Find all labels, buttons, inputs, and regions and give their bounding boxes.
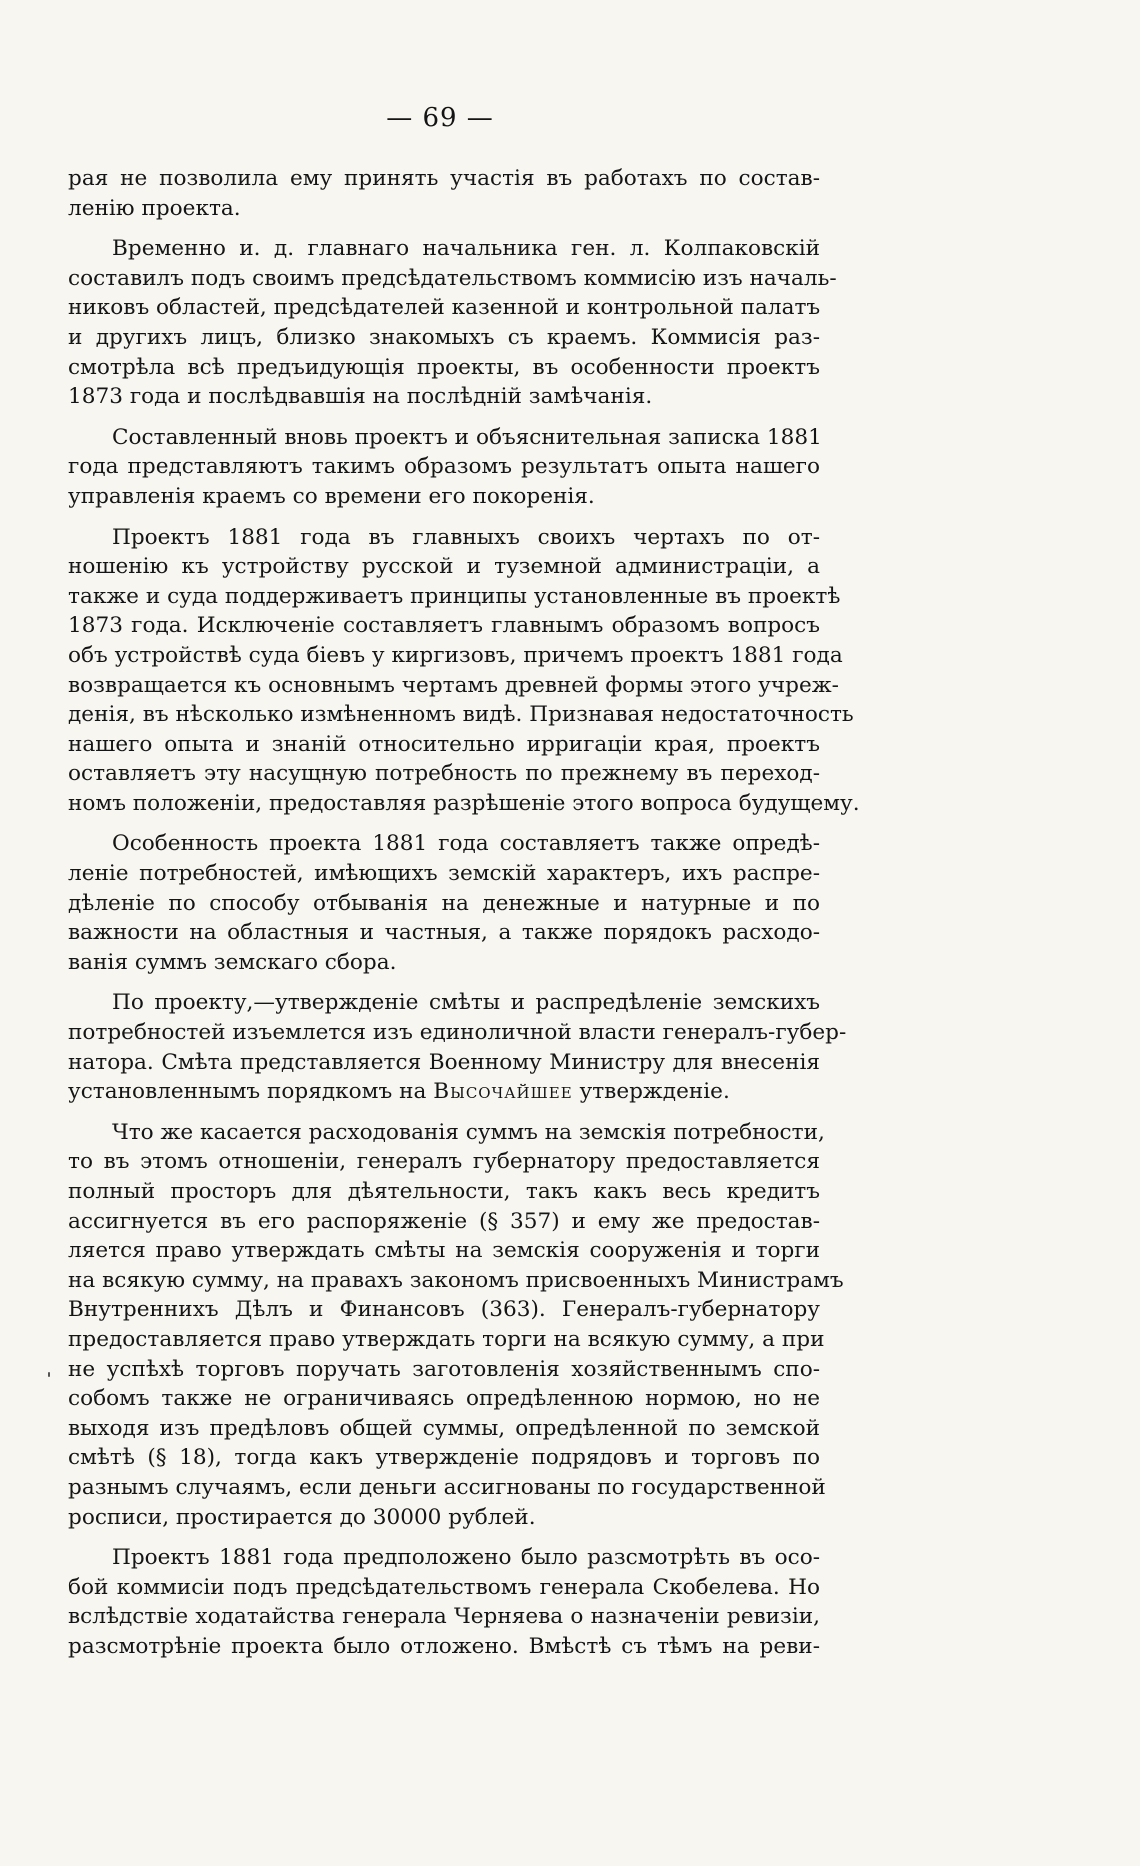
text-line: объ устройствѣ суда біевъ у киргизовъ, причемъ проектъ 1881 года [68, 642, 843, 668]
text-line: также и суда поддерживаетъ принципы установленные въ проектѣ [68, 583, 841, 609]
text-line: Составленный вновь проектъ и объяснительная записка 1881 [112, 424, 822, 450]
text-line: возвращается къ основнымъ чертамъ древней формы этого учреж- [68, 672, 839, 698]
text-fragment: установленнымъ порядкомъ на [68, 1079, 434, 1105]
text-line: составилъ подъ своимъ предсѣдательствомъ коммисію изъ началь- [68, 265, 837, 291]
text-line: 1873 года и послѣдвавшія на послѣдній замѣчанія. [68, 384, 653, 410]
text-line: ассигнуется въ его распоряженіе (§ 357) и ему же предостав- [68, 1208, 820, 1234]
text-line: предоставляется право утверждать торги на всякую сумму, а при [68, 1326, 825, 1352]
text-line: смотрѣла всѣ предъидующія проекты, въ особенности проектъ [68, 354, 820, 380]
text-line: 1873 года. Исключеніе составляетъ главнымъ образомъ вопросъ [68, 613, 820, 639]
text-line: Временно и. д. главнаго начальника ген. л. Колпаковскій [112, 236, 820, 262]
paragraph [68, 829, 820, 977]
ink-speck [48, 1372, 50, 1377]
text-line: денія, въ нѣсколько измѣненномъ видѣ. Признавая недостаточность [68, 702, 854, 728]
text-line: важности на областныя и частныя, а также порядокъ расходо- [68, 920, 820, 946]
text-line: нашего опыта и знаній относительно ирригаціи края, проектъ [68, 731, 820, 757]
text-line: полный просторъ для дѣятельности, такъ какъ весь кредитъ [68, 1179, 820, 1204]
text-line: смѣтѣ (§ 18), тогда какъ утвержденіе подрядовъ и торговъ по [68, 1445, 820, 1471]
paragraph [68, 164, 820, 223]
text-line: ношенію къ устройству русской и туземной администраціи, а [68, 554, 820, 580]
text-line: натора. Смѣта представляется Военному Министру для внесенія [68, 1049, 820, 1075]
paragraph [68, 523, 860, 819]
page-number: — 69 — [386, 103, 494, 133]
text-line: росписи, простирается до 30000 рублей. [68, 1504, 536, 1530]
text-line: на всякую сумму, на правахъ закономъ присвоенныхъ Министрамъ [68, 1267, 844, 1293]
text-line: ванія суммъ земскаго сбора. [68, 949, 397, 975]
text-line: рая не позволила ему принять участія въ работахъ по состав- [68, 166, 820, 191]
paragraph [68, 988, 847, 1106]
text-line [68, 1077, 820, 1107]
text-line: дѣленіе по способу отбыванія на денежные и натурные и по [68, 890, 820, 916]
text-line: года представляютъ такимъ образомъ результатъ опыта нашего [68, 454, 820, 480]
text-line: оставляетъ эту насущную потребность по прежнему въ переход- [68, 761, 820, 787]
text-line: никовъ областей, предсѣдателей казенной и контрольной палатъ [68, 295, 821, 321]
text-line: бой коммисіи подъ предсѣдательствомъ генерала Скобелева. Но [68, 1574, 820, 1600]
text-line: разсмотрѣніе проекта было отложено. Вмѣстѣ съ тѣмъ на реви- [68, 1633, 820, 1659]
text-line: то въ этомъ отношеніи, генералъ губернатору предоставляется [68, 1149, 820, 1175]
text-line: и другихъ лицъ, близко знакомыхъ съ краемъ. Коммисія раз- [68, 324, 820, 350]
text-fragment: утвержденіе. [572, 1079, 730, 1105]
text-line: разнымъ случаямъ, если деньги ассигнованы по государственной [68, 1474, 826, 1500]
text-line: Проектъ 1881 года предположено было разсмотрѣть въ осо- [112, 1545, 820, 1571]
text-line: Что же касается расходованія суммъ на земскія потребности, [112, 1119, 825, 1145]
text-line: Проектъ 1881 года въ главныхъ своихъ чертахъ по от- [112, 524, 820, 550]
text-line: леніе потребностей, имѣющихъ земскій характеръ, ихъ распре- [68, 861, 820, 887]
text-line: вслѣдствіе ходатайства генерала Черняева о назначеніи ревизіи, [68, 1604, 820, 1630]
paragraph [68, 1543, 820, 1661]
text-line: собомъ также не ограничиваясь опредѣленною нормою, но не [68, 1386, 820, 1412]
text-line: потребностей изъемлется изъ единоличной власти генералъ-губер- [68, 1020, 847, 1046]
text-line: Особенность проекта 1881 года составляетъ также опредѣ- [112, 831, 820, 857]
text-line: выходя изъ предѣловъ общей суммы, опредѣленной по земской [68, 1415, 820, 1441]
text-line: По проекту,—утвержденіе смѣты и распредѣленіе земскихъ [112, 990, 820, 1016]
paragraph [68, 423, 820, 512]
text-line: Внутреннихъ Дѣлъ и Финансовъ (363). Генералъ-губернатору [68, 1297, 820, 1323]
small-caps-emphasis: Высочайшее [433, 1079, 573, 1105]
text-line: не успѣхѣ торговъ поручать заготовленія хозяйственнымъ спо- [68, 1356, 820, 1382]
text-line: управленія краемъ со времени его покоренія. [68, 483, 595, 509]
paragraph [68, 1118, 844, 1532]
body-text [68, 164, 860, 1662]
text-line: ленію проекта. [68, 195, 241, 221]
text-line: ляется право утверждать смѣты на земскія сооруженія и торги [68, 1238, 820, 1264]
paragraph [68, 234, 837, 412]
text-line: номъ положеніи, предоставляя разрѣшеніе этого вопроса будущему. [68, 790, 860, 816]
